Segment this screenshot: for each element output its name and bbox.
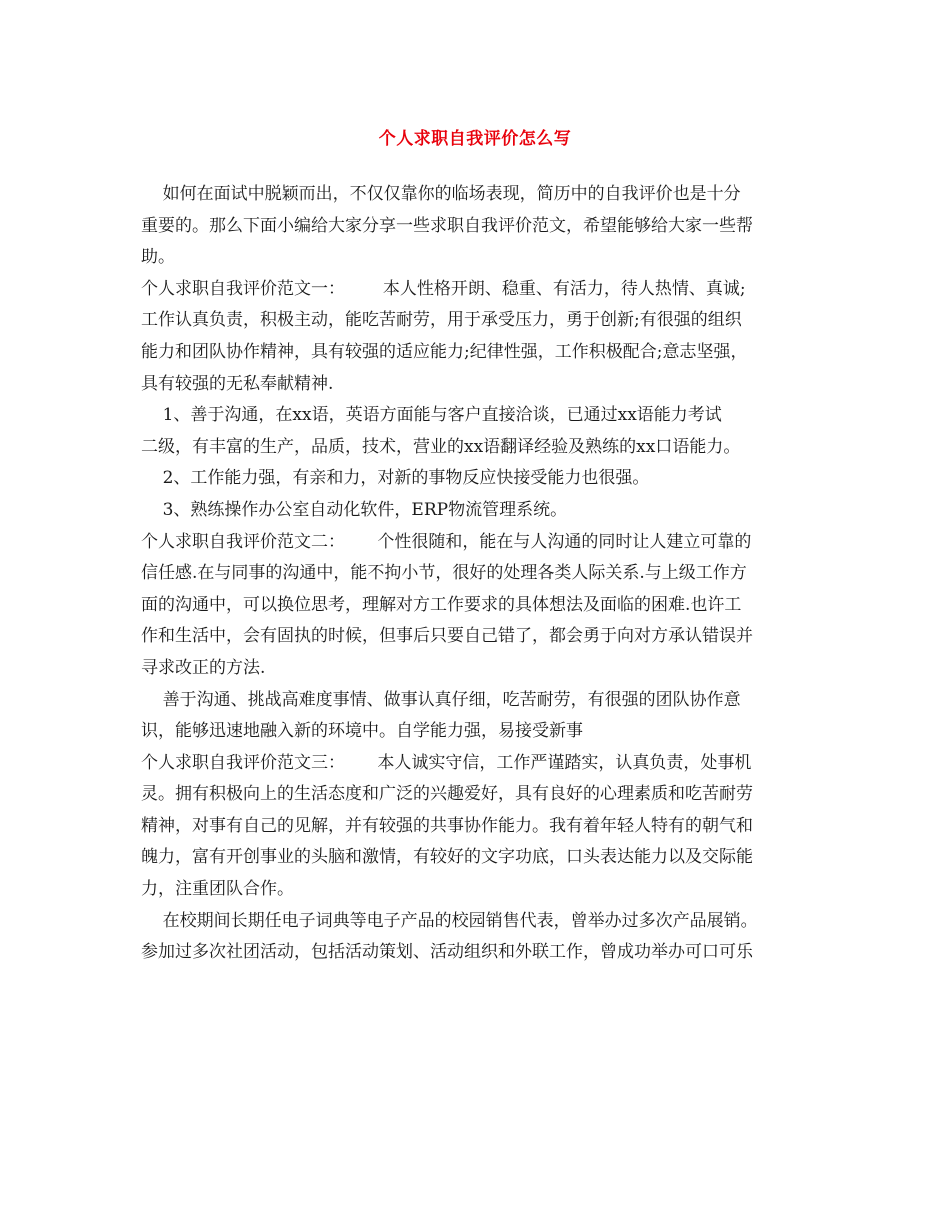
text-line: 善于沟通、挑战高难度事情、做事认真仔细，吃苦耐劳，有很强的团队协作意 — [141, 689, 741, 710]
text-line: 信任感.在与同事的沟通中，能不拘小节，很好的处理各类人际关系.与上级工作方 — [141, 563, 747, 584]
text-line: 2、工作能力强，有亲和力，对新的事物反应快接受能力也很强。 — [141, 468, 650, 489]
text-line: 能力和团队协作精神，具有较强的适应能力;纪律性强，工作积极配合;意志坚强， — [141, 341, 748, 362]
text-line: 寻求改正的方法. — [141, 657, 266, 678]
text-line: 二级，有丰富的生产，品质，技术，营业的xx语翻译经验及熟练的xx口语能力。 — [141, 436, 741, 457]
text-line: 力，注重团队合作。 — [141, 879, 294, 900]
text-line: 在校期间长期任电子词典等电子产品的校园销售代表，曾举办过多次产品展销。 — [141, 910, 758, 931]
text-line: 工作认真负责，积极主动，能吃苦耐劳，用于承受压力，勇于创新;有很强的组织 — [141, 310, 742, 331]
text-line: 1、善于沟通，在xx语，英语方面能与客户直接洽谈，已通过xx语能力考试 — [141, 405, 722, 426]
text-line: 面的沟通中，可以换位思考，理解对方工作要求的具体想法及面临的困难.也许工 — [141, 594, 742, 615]
text-line: 参加过多次社团活动，包括活动策划、活动组织和外联工作，曾成功举办可口可乐 — [141, 942, 753, 963]
document-body — [141, 179, 831, 969]
text-line: 3、熟练操作办公室自动化软件，ERP物流管理系统。 — [141, 499, 568, 520]
text-line: 具有较强的无私奉献精神. — [141, 373, 334, 394]
text-line: 个人求职自我评价范文二： 个性很随和，能在与人沟通的同时让人建立可靠的 — [141, 531, 752, 552]
text-line: 作和生活中，会有固执的时候，但事后只要自己错了，都会勇于向对方承认错误并 — [141, 626, 753, 647]
text-line: 个人求职自我评价范文一： 本人性格开朗、稳重、有活力，待人热情、真诚; — [141, 278, 746, 299]
text-line: 魄力，富有开创事业的头脑和激情，有较好的文字功底，口头表达能力以及交际能 — [141, 847, 753, 868]
text-line: 个人求职自我评价范文三： 本人诚实守信，工作严谨踏实，认真负责，处事机 — [141, 752, 752, 773]
text-line: 精神，对事有自己的见解，并有较强的共事协作能力。我有着年轻人特有的朝气和 — [141, 815, 753, 836]
text-line: 助。 — [141, 247, 175, 268]
document-title: 个人求职自我评价怎么写 — [378, 129, 572, 149]
text-line: 识，能够迅速地融入新的环境中。自学能力强，易接受新事 — [141, 721, 583, 742]
text-line: 如何在面试中脱颖而出，不仅仅靠你的临场表现，简历中的自我评价也是十分 — [141, 184, 741, 204]
text-line: 灵。拥有积极向上的生活态度和广泛的兴趣爱好，具有良好的心理素质和吃苦耐劳 — [141, 784, 753, 805]
text-line: 重要的。那么下面小编给大家分享一些求职自我评价范文，希望能够给大家一些帮 — [141, 215, 753, 236]
